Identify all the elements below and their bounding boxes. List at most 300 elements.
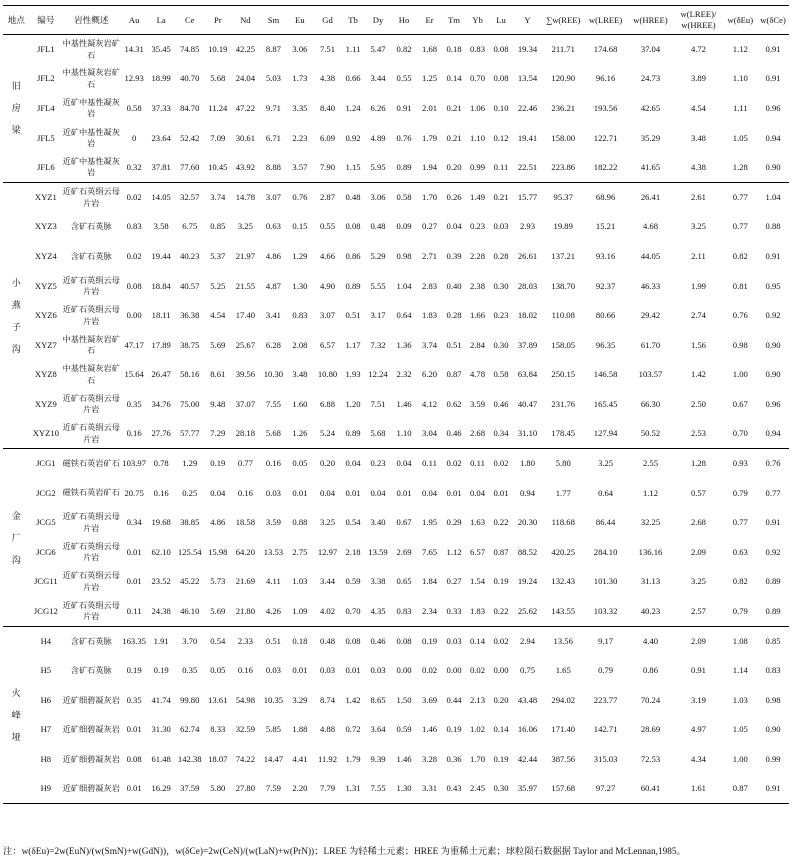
value-cell: 0.65 xyxy=(396,576,412,587)
value-cell: 4.40 xyxy=(642,635,659,646)
value-cell: 2.75 xyxy=(292,546,308,557)
value-cell: 5.69 xyxy=(210,339,226,350)
sample-id-cell: H6 xyxy=(40,694,52,705)
value-cell: 182.22 xyxy=(593,161,618,172)
value-cell: 118.68 xyxy=(551,517,575,528)
value-cell: 26.61 xyxy=(517,250,538,261)
value-cell: 387.56 xyxy=(551,754,576,765)
lithology-cell: 含矿石英脉 xyxy=(70,636,112,646)
value-cell: 23.52 xyxy=(151,576,171,587)
value-cell: 19.68 xyxy=(151,517,171,528)
table-row xyxy=(3,686,789,716)
value-cell: 4.38 xyxy=(319,73,336,84)
value-cell: 0.01 xyxy=(396,487,412,498)
value-cell: 1.10 xyxy=(469,132,486,143)
value-cell: 2.93 xyxy=(519,221,536,232)
value-cell: 0.15 xyxy=(292,221,308,232)
value-cell: 0.19 xyxy=(153,665,169,676)
value-cell: 6.28 xyxy=(265,339,281,350)
value-cell: 1.36 xyxy=(396,339,412,350)
value-cell: 25.67 xyxy=(235,339,256,350)
value-cell: 1.65 xyxy=(555,665,571,676)
value-cell: 0.08 xyxy=(493,73,509,84)
table-row xyxy=(3,419,789,449)
sample-id-cell: XYZ9 xyxy=(34,398,57,409)
value-cell: 0.91 xyxy=(690,665,706,676)
value-cell: 4.35 xyxy=(370,605,386,616)
value-cell: 39.56 xyxy=(235,369,256,380)
value-cell: 0.34 xyxy=(493,428,509,439)
value-cell: 31.10 xyxy=(517,428,538,439)
value-cell: 1.50 xyxy=(396,694,412,705)
value-cell: 1.94 xyxy=(422,161,438,172)
ree-data-table xyxy=(3,5,789,804)
value-cell: 21.97 xyxy=(235,250,256,261)
value-cell: 3.70 xyxy=(182,635,198,646)
value-cell: 0.22 xyxy=(493,605,509,616)
value-cell: 132.43 xyxy=(551,576,576,587)
value-cell: 0.00 xyxy=(446,665,462,676)
value-cell: 236.21 xyxy=(551,102,576,113)
value-cell: 8.74 xyxy=(319,694,336,705)
value-cell: 8.65 xyxy=(370,694,386,705)
value-cell: 2.84 xyxy=(469,339,486,350)
header-au: Au xyxy=(128,14,140,25)
lithology-cell: 近矿细碧凝灰岩 xyxy=(62,725,120,735)
value-cell: 2.74 xyxy=(690,310,706,321)
value-cell: 0.51 xyxy=(446,339,462,350)
value-cell: 0.11 xyxy=(493,161,509,172)
value-cell: 2.08 xyxy=(292,339,308,350)
value-cell: 22.46 xyxy=(517,102,538,113)
value-cell: 4.90 xyxy=(319,280,336,291)
table-row xyxy=(3,508,789,538)
value-cell: 0.08 xyxy=(493,44,509,55)
sample-id-cell: XYZ8 xyxy=(34,369,57,380)
value-cell: 0.14 xyxy=(446,73,462,84)
header-gd: Gd xyxy=(322,14,333,25)
value-cell: 4.86 xyxy=(265,250,281,261)
value-cell: 93.16 xyxy=(595,250,616,261)
value-cell: 125.54 xyxy=(177,546,202,557)
value-cell: 0.01 xyxy=(345,665,361,676)
value-cell: 0.29 xyxy=(446,517,462,528)
value-cell: 1.02 xyxy=(469,724,486,735)
value-cell: 18.07 xyxy=(208,754,228,765)
value-cell: 1.30 xyxy=(292,280,308,291)
value-cell: 0.86 xyxy=(345,250,361,261)
value-cell: 0.09 xyxy=(396,221,412,232)
value-cell: 0.03 xyxy=(446,635,462,646)
value-cell: 0.96 xyxy=(765,102,781,113)
value-cell: 3.40 xyxy=(370,517,386,528)
value-cell: 4.11 xyxy=(266,576,281,587)
header-delta-eu: w(δEu) xyxy=(727,14,754,25)
table-row xyxy=(3,597,789,627)
value-cell: 101.30 xyxy=(593,576,618,587)
value-cell: 5.03 xyxy=(265,73,281,84)
lithology-cell: 近矿石英绢云母片岩 xyxy=(62,512,120,533)
value-cell: 0.00 xyxy=(493,665,509,676)
value-cell: 3.25 xyxy=(237,221,253,232)
value-cell: 0.63 xyxy=(265,221,281,232)
value-cell: 1.12 xyxy=(446,546,462,557)
value-cell: 178.45 xyxy=(551,428,576,439)
value-cell: 0.51 xyxy=(345,310,361,321)
value-cell: 1.00 xyxy=(732,754,748,765)
value-cell: 103.97 xyxy=(122,458,146,469)
value-cell: 0.82 xyxy=(732,250,748,261)
value-cell: 0.04 xyxy=(210,487,226,498)
value-cell: 0.16 xyxy=(265,458,281,469)
value-cell: 4.41 xyxy=(292,754,308,765)
value-cell: 0.94 xyxy=(765,132,781,143)
value-cell: 0.16 xyxy=(237,665,253,676)
value-cell: 3.19 xyxy=(690,694,706,705)
value-cell: 0.98 xyxy=(732,339,748,350)
header-sm: Sm xyxy=(267,14,280,25)
value-cell: 0.48 xyxy=(370,221,386,232)
value-cell: 3.41 xyxy=(265,310,281,321)
header-la: La xyxy=(156,14,166,25)
value-cell: 1.49 xyxy=(469,192,486,203)
sample-id-cell: JFL2 xyxy=(37,73,55,84)
value-cell: 0.93 xyxy=(732,458,748,469)
value-cell: 0.88 xyxy=(765,221,781,232)
header-id: 编号 xyxy=(37,14,55,25)
sample-id-cell: JFL6 xyxy=(37,161,55,172)
value-cell: 97.27 xyxy=(595,783,616,794)
value-cell: 5.85 xyxy=(265,724,281,735)
value-cell: 3.57 xyxy=(292,161,308,172)
value-cell: 0.77 xyxy=(732,517,748,528)
value-cell: 0.35 xyxy=(126,398,142,409)
value-cell: 0.35 xyxy=(126,694,142,705)
value-cell: 0.04 xyxy=(319,487,336,498)
value-cell: 1.28 xyxy=(690,458,706,469)
value-cell: 7.51 xyxy=(370,398,386,409)
value-cell: 1.84 xyxy=(422,576,438,587)
lithology-cell: 磁铁石英岩矿石 xyxy=(62,459,120,469)
value-cell: 4.34 xyxy=(690,754,706,765)
value-cell: 14.78 xyxy=(235,192,256,203)
table-row xyxy=(3,567,789,597)
value-cell: 0.92 xyxy=(765,546,781,557)
value-cell: 14.47 xyxy=(263,754,284,765)
value-cell: 58.16 xyxy=(180,369,200,380)
value-cell: 0.08 xyxy=(126,280,142,291)
value-cell: 52.42 xyxy=(180,132,200,143)
value-cell: 0.02 xyxy=(422,665,438,676)
value-cell: 0.92 xyxy=(345,132,361,143)
value-cell: 3.25 xyxy=(690,221,706,232)
value-cell: 18.84 xyxy=(151,280,171,291)
value-cell: 2.53 xyxy=(690,428,706,439)
value-cell: 0.19 xyxy=(493,576,509,587)
value-cell: 46.10 xyxy=(180,605,200,616)
value-cell: 88.52 xyxy=(517,546,538,557)
table-footnote: 注：w(δEu)=2w(EuN)/(w(SmN)+w(GdN))，w(δCe)=2w(CeN)/(w(LaN)+w(PrN))；LREE 为轻稀土元素；HREE 为重稀土元素；球粒陨石数据据 Taylor and McLennan,1985。 xyxy=(3,847,686,857)
value-cell: 0.96 xyxy=(765,398,781,409)
sample-id-cell: XYZ7 xyxy=(34,339,57,350)
value-cell: 1.09 xyxy=(292,605,308,616)
value-cell: 315.03 xyxy=(593,754,618,765)
value-cell: 60.41 xyxy=(640,783,661,794)
value-cell: 1.24 xyxy=(345,102,361,113)
lithology-cell: 中基性凝灰岩矿石 xyxy=(62,39,120,60)
value-cell: 1.46 xyxy=(422,724,438,735)
value-cell: 0 xyxy=(131,132,137,143)
value-cell: 0.86 xyxy=(642,665,659,676)
value-cell: 28.18 xyxy=(235,428,256,439)
value-cell: 0.04 xyxy=(422,487,438,498)
value-cell: 0.87 xyxy=(446,369,462,380)
value-cell: 0.85 xyxy=(210,221,226,232)
value-cell: 142.71 xyxy=(593,724,618,735)
value-cell: 3.28 xyxy=(422,754,438,765)
value-cell: 4.26 xyxy=(265,605,281,616)
value-cell: 6.57 xyxy=(469,546,486,557)
table-row xyxy=(3,626,789,656)
value-cell: 32.59 xyxy=(235,724,256,735)
value-cell: 92.37 xyxy=(595,280,616,291)
value-cell: 96.35 xyxy=(595,339,616,350)
value-cell: 0.83 xyxy=(396,605,412,616)
value-cell: 2.68 xyxy=(690,517,706,528)
value-cell: 0.14 xyxy=(493,724,509,735)
value-cell: 0.76 xyxy=(292,192,308,203)
value-cell: 0.32 xyxy=(126,161,142,172)
value-cell: 0.76 xyxy=(396,132,412,143)
value-cell: 4.78 xyxy=(469,369,486,380)
value-cell: 11.92 xyxy=(317,754,338,765)
value-cell: 0.55 xyxy=(319,221,336,232)
value-cell: 0.40 xyxy=(446,280,462,291)
value-cell: 0.79 xyxy=(732,487,748,498)
location-group xyxy=(3,626,789,804)
value-cell: 13.59 xyxy=(368,546,388,557)
header-eu: Eu xyxy=(295,14,305,25)
value-cell: 84.70 xyxy=(180,102,200,113)
value-cell: 294.02 xyxy=(551,694,576,705)
value-cell: 1.26 xyxy=(292,428,308,439)
value-cell: 0.67 xyxy=(396,517,412,528)
value-cell: 36.38 xyxy=(180,310,200,321)
value-cell: 0.87 xyxy=(732,783,748,794)
value-cell: 2.18 xyxy=(345,546,361,557)
value-cell: 6.57 xyxy=(319,339,336,350)
value-cell: 26.41 xyxy=(640,192,661,203)
value-cell: 6.75 xyxy=(182,221,198,232)
value-cell: 0.02 xyxy=(493,635,509,646)
value-cell: 5.29 xyxy=(370,250,386,261)
value-cell: 0.94 xyxy=(519,487,536,498)
value-cell: 43.92 xyxy=(235,161,256,172)
value-cell: 0.20 xyxy=(319,458,336,469)
value-cell: 3.25 xyxy=(598,458,614,469)
value-cell: 171.40 xyxy=(551,724,576,735)
value-cell: 1.42 xyxy=(345,694,361,705)
value-cell: 40.57 xyxy=(180,280,200,291)
value-cell: 143.55 xyxy=(551,605,576,616)
table-row xyxy=(3,449,789,479)
value-cell: 4.02 xyxy=(319,605,336,616)
value-cell: 2.83 xyxy=(422,280,438,291)
value-cell: 7.32 xyxy=(370,339,386,350)
value-cell: 0.90 xyxy=(765,369,781,380)
value-cell: 1.14 xyxy=(732,665,748,676)
value-cell: 0.08 xyxy=(345,221,361,232)
value-cell: 66.30 xyxy=(640,398,661,409)
value-cell: 0.02 xyxy=(469,665,486,676)
value-cell: 4.54 xyxy=(210,310,226,321)
value-cell: 3.25 xyxy=(690,576,706,587)
header-delta-ce: w(δCe) xyxy=(760,14,786,25)
value-cell: 0.08 xyxy=(126,754,142,765)
value-cell: 0.54 xyxy=(210,635,226,646)
value-cell: 0.95 xyxy=(765,280,781,291)
value-cell: 0.99 xyxy=(469,161,486,172)
value-cell: 3.29 xyxy=(292,694,308,705)
value-cell: 420.25 xyxy=(551,546,576,557)
value-cell: 2.09 xyxy=(690,635,706,646)
header-lree: w(LREE) xyxy=(588,14,623,25)
value-cell: 86.44 xyxy=(595,517,616,528)
value-cell: 2.94 xyxy=(519,635,536,646)
value-cell: 0.78 xyxy=(153,458,169,469)
ree-table-container xyxy=(3,5,789,804)
lithology-cell: 近矿中基性凝灰岩 xyxy=(62,127,120,149)
value-cell: 0.91 xyxy=(765,517,781,528)
value-cell: 26.47 xyxy=(151,369,171,380)
value-cell: 0.30 xyxy=(493,280,509,291)
lithology-cell: 近矿石英绢云母片岩 xyxy=(62,305,120,326)
value-cell: 0.08 xyxy=(396,635,412,646)
value-cell: 1.61 xyxy=(690,783,706,794)
value-cell: 15.77 xyxy=(517,192,538,203)
value-cell: 165.45 xyxy=(593,398,618,409)
value-cell: 0.16 xyxy=(237,487,253,498)
value-cell: 1.68 xyxy=(422,44,438,55)
value-cell: 1.70 xyxy=(422,192,438,203)
value-cell: 10.45 xyxy=(208,161,228,172)
value-cell: 13.54 xyxy=(517,73,538,84)
value-cell: 13.61 xyxy=(208,694,228,705)
header-hree: w(HREE) xyxy=(633,14,668,25)
value-cell: 157.68 xyxy=(551,783,576,794)
value-cell: 1.03 xyxy=(732,694,748,705)
value-cell: 0.89 xyxy=(345,280,361,291)
value-cell: 28.03 xyxy=(517,280,538,291)
value-cell: 75.00 xyxy=(180,398,200,409)
value-cell: 8.88 xyxy=(265,161,281,172)
value-cell: 0.01 xyxy=(446,487,462,498)
value-cell: 38.85 xyxy=(180,517,200,528)
value-cell: 24.38 xyxy=(151,605,171,616)
value-cell: 41.65 xyxy=(640,161,661,172)
value-cell: 0.04 xyxy=(345,458,361,469)
value-cell: 103.57 xyxy=(638,369,663,380)
value-cell: 0.36 xyxy=(446,754,462,765)
value-cell: 57.77 xyxy=(180,428,200,439)
value-cell: 0.76 xyxy=(732,310,748,321)
value-cell: 0.11 xyxy=(126,605,142,616)
value-cell: 1.95 xyxy=(422,517,438,528)
value-cell: 70.24 xyxy=(640,694,661,705)
value-cell: 6.88 xyxy=(319,398,336,409)
value-cell: 8.61 xyxy=(210,369,226,380)
sample-id-cell: JCG6 xyxy=(36,546,56,557)
value-cell: 0.11 xyxy=(470,458,485,469)
value-cell: 13.53 xyxy=(263,546,284,557)
lithology-cell: 中基性凝灰岩矿石 xyxy=(62,364,120,385)
value-cell: 0.75 xyxy=(519,665,536,676)
value-cell: 110.08 xyxy=(551,310,575,321)
value-cell: 2.09 xyxy=(690,546,706,557)
lithology-cell: 含矿石英脉 xyxy=(70,251,112,261)
lithology-cell: 近矿石英绢云母片岩 xyxy=(62,275,120,297)
value-cell: 37.33 xyxy=(151,102,171,113)
value-cell: 20.75 xyxy=(124,487,144,498)
value-cell: 3.64 xyxy=(370,724,386,735)
value-cell: 0.01 xyxy=(126,724,142,735)
location-cell: 火 峰 垭 xyxy=(11,688,21,743)
value-cell: 1.46 xyxy=(396,754,412,765)
value-cell: 1.08 xyxy=(732,635,748,646)
table-row xyxy=(3,94,789,124)
value-cell: 5.69 xyxy=(210,605,226,616)
value-cell: 7.55 xyxy=(265,398,281,409)
sample-id-cell: H9 xyxy=(40,783,52,794)
value-cell: 0.48 xyxy=(345,192,361,203)
value-cell: 1.60 xyxy=(292,398,308,409)
value-cell: 0.03 xyxy=(265,665,281,676)
value-cell: 1.00 xyxy=(732,369,748,380)
value-cell: 0.83 xyxy=(126,221,142,232)
value-cell: 0.77 xyxy=(732,221,748,232)
location-group xyxy=(3,35,789,183)
table-row xyxy=(3,182,789,212)
value-cell: 2.01 xyxy=(422,102,438,113)
header-yb: Yb xyxy=(472,14,483,25)
value-cell: 0.83 xyxy=(292,310,308,321)
value-cell: 8.33 xyxy=(210,724,226,735)
value-cell: 2.13 xyxy=(469,694,486,705)
sample-id-cell: XYZ5 xyxy=(34,280,57,291)
value-cell: 15.21 xyxy=(595,221,616,232)
value-cell: 5.47 xyxy=(370,44,386,55)
value-cell: 0.94 xyxy=(765,428,781,439)
value-cell: 158.00 xyxy=(551,132,576,143)
value-cell: 31.30 xyxy=(151,724,171,735)
value-cell: 0.82 xyxy=(396,44,412,55)
value-cell: 0.77 xyxy=(237,458,253,469)
value-cell: 0.70 xyxy=(345,605,361,616)
value-cell: 0.81 xyxy=(732,280,748,291)
value-cell: 0.03 xyxy=(319,665,336,676)
value-cell: 0.19 xyxy=(493,754,509,765)
table-row xyxy=(3,715,789,745)
value-cell: 24.73 xyxy=(640,73,661,84)
value-cell: 95.37 xyxy=(553,192,573,203)
value-cell: 61.70 xyxy=(640,339,661,350)
value-cell: 2.69 xyxy=(396,546,412,557)
value-cell: 4.87 xyxy=(265,280,281,291)
value-cell: 0.27 xyxy=(422,221,438,232)
value-cell: 0.83 xyxy=(765,665,781,676)
value-cell: 14.31 xyxy=(124,44,144,55)
value-cell: 6.71 xyxy=(265,132,281,143)
